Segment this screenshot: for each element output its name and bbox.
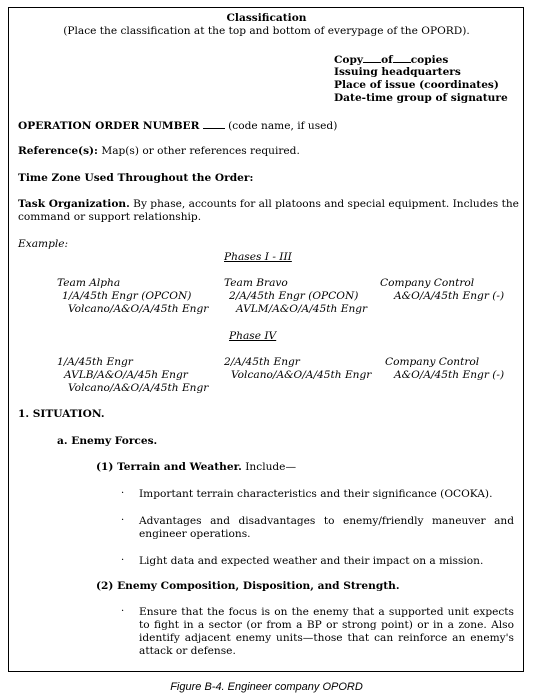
classification-instruction: (Place the classification at the top and bottom of everypage of the OPORD).	[63, 25, 470, 37]
example-label: Example:	[18, 238, 69, 250]
phases2-heading: Phase IV	[229, 330, 277, 342]
phases1-col3-item: Company Control	[380, 277, 475, 289]
phases2-col1-item: AVLB/A&O/A/45h Engr	[64, 369, 188, 381]
phases1-col2-item: AVLM/A&O/A/45th Engr	[236, 303, 368, 315]
date-time-group: Date-time group of signature	[334, 92, 508, 104]
copies-label: copies	[410, 54, 449, 66]
phases2-col2-item: 2/A/45th Engr	[224, 356, 300, 368]
phases2-col2-item: Volcano/A&O/A/45th Engr	[231, 369, 372, 381]
references-text: Map(s) or other references required.	[101, 145, 300, 157]
enemy-composition-heading: (2) Enemy Composition, Disposition, and Strength.	[96, 580, 400, 592]
composition-bullet: Ensure that the focus is on the enemy that a supported unit expects to fight in a sector (or from a BP or strong point) or in a zone. Also identify adjacent enemy units—those that can reinforce an enemy's attack or defense.	[139, 606, 514, 657]
task-org-line2: command or support relationship.	[18, 211, 202, 223]
copy-label: Copy	[334, 54, 364, 66]
figure-caption: Figure B-4. Engineer company OPORD	[170, 681, 363, 693]
phases1-col2-item: 2/A/45th Engr (OPCON)	[229, 290, 359, 302]
operation-order-suffix: (code name, if used)	[228, 120, 338, 132]
copies-blank	[393, 53, 411, 63]
bullet-icon: ·	[121, 555, 125, 566]
terrain-bullet: Light data and expected weather and their impact on a mission.	[139, 555, 484, 567]
issuing-headquarters: Issuing headquarters	[334, 66, 461, 78]
operation-order-label: OPERATION ORDER NUMBER	[18, 120, 200, 132]
operation-order-line	[18, 119, 337, 133]
terrain-bullet: Important terrain characteristics and their significance (OCOKA).	[139, 488, 493, 500]
copy-blank	[363, 53, 381, 63]
place-of-issue: Place of issue (coordinates)	[334, 79, 499, 91]
task-org-label: Task Organization.	[18, 198, 130, 210]
copy-line	[334, 53, 448, 67]
classification-title: Classification	[226, 12, 307, 24]
task-org-line1	[18, 198, 519, 211]
phases2-col1-item: Volcano/A&O/A/45th Engr	[68, 382, 209, 394]
terrain-include: Include—	[245, 461, 297, 473]
phases2-col3-item: A&O/A/45th Engr (-)	[394, 369, 505, 381]
references-line	[18, 145, 300, 158]
terrain-weather-label: (1) Terrain and Weather.	[96, 461, 242, 473]
copy-of-label: of	[381, 54, 393, 66]
enemy-forces-heading: a. Enemy Forces.	[57, 435, 158, 447]
references-label: Reference(s):	[18, 145, 98, 157]
phases1-heading: Phases I - III	[224, 251, 292, 263]
bullet-icon: ·	[121, 488, 125, 499]
phases1-col1-item: 1/A/45th Engr (OPCON)	[62, 290, 192, 302]
time-zone-heading: Time Zone Used Throughout the Order:	[18, 172, 254, 184]
terrain-weather-line	[96, 461, 296, 474]
phases1-col1-item: Team Alpha	[57, 277, 121, 289]
phases1-col2-item: Team Bravo	[224, 277, 288, 289]
task-org-text: By phase, accounts for all platoons and special equipment. Includes the	[133, 198, 519, 210]
phases1-col1-item: Volcano/A&O/A/45th Engr	[68, 303, 209, 315]
phases2-col1-item: 1/A/45th Engr	[57, 356, 133, 368]
situation-heading: 1. SITUATION.	[18, 408, 105, 420]
order-number-blank	[203, 119, 225, 129]
terrain-bullet: Advantages and disadvantages to enemy/friendly maneuver and engineer operations.	[139, 515, 514, 540]
phases1-col3-item: A&O/A/45th Engr (-)	[394, 290, 505, 302]
bullet-icon: ·	[121, 606, 125, 617]
phases2-col3-item: Company Control	[385, 356, 480, 368]
bullet-icon: ·	[121, 515, 125, 526]
